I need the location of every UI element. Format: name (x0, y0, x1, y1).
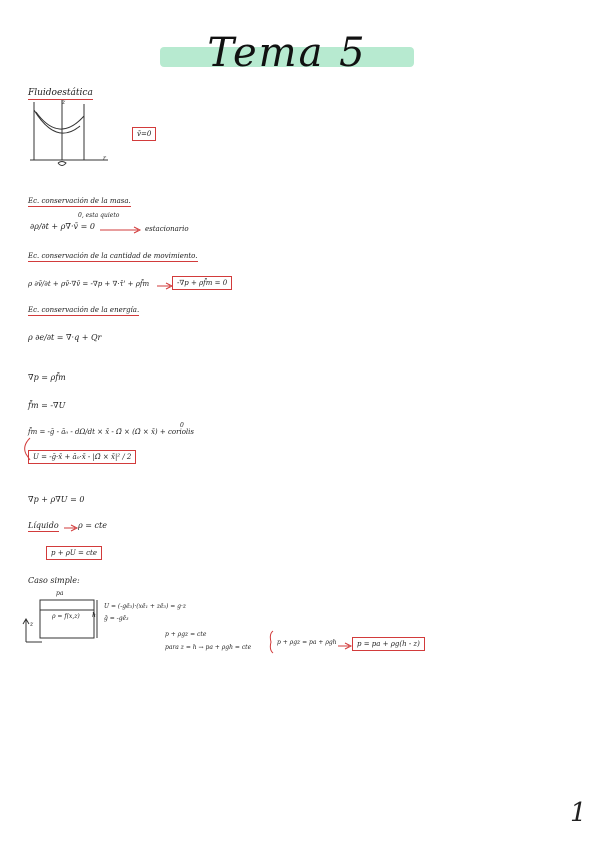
tank-height-label: h (92, 612, 96, 619)
energy-equation: ρ ∂e/∂t = ∇·q + Qr (28, 333, 102, 342)
simple-case-heading: Caso simple: (28, 576, 80, 585)
simple-final-box: p = pa + ρg(h - z) (352, 637, 425, 651)
brace-icon (268, 630, 274, 654)
section-heading-energy: Ec. conservación de la energía. (28, 306, 140, 314)
tank-axis-z: z (30, 621, 34, 628)
page-number: 1 (570, 798, 587, 828)
section-heading-fluidoestatica: Fluidoestática (28, 88, 93, 98)
arrow-icon (100, 226, 142, 234)
tank-inner-label: ρ = f(x,z) (52, 613, 80, 620)
bernoulli-static-box: p + ρU = cte (46, 546, 102, 560)
momentum-boxed-equation: -∇p + ρf̄m = 0 (172, 276, 232, 290)
section-heading-momentum: Ec. conservación de la cantidad de movimiento. (28, 252, 198, 260)
density-constant: ρ = cte (78, 521, 107, 530)
mass-note-stationary: estacionario (145, 225, 189, 233)
simple-pressure-eq: p + ρgz = cte (165, 631, 207, 638)
axis-z-label: z (62, 99, 66, 106)
velocity-zero-box: v̄=0 (132, 127, 156, 141)
tank-diagram (22, 594, 100, 652)
section-heading-mass: Ec. conservación de la masa. (28, 197, 131, 205)
arrow-icon (64, 524, 78, 532)
potential-U-box: U = -ḡ·x̄ + ā₀·x̄ - |Ω̄ × x̄|² / 2 (28, 450, 136, 464)
arrow-icon (338, 642, 352, 650)
liquid-label: Líquido (28, 521, 59, 530)
coriolis-zero: 0 (180, 422, 184, 429)
equilibrium-eq: ∇p + ρ∇U = 0 (28, 495, 85, 504)
simple-U-eq: U = (-gē₃)·(xē₁ + zē₃) = g·z (104, 603, 187, 610)
simple-boundary-eq: para z = h → pa + ρgh = cte (165, 644, 252, 651)
simple-combined-eq: p + ρgz = pa + ρgh (277, 639, 337, 646)
axis-r-label: r (103, 155, 106, 162)
pressure-gradient-eq: ∇p = ρf̄m (28, 373, 66, 382)
page-title: Tema 5 (207, 30, 367, 76)
mass-note-quiet: 0, esta quieto (78, 212, 120, 219)
mass-equation: ∂ρ/∂t + ρ∇·v̄ = 0 (30, 222, 95, 231)
momentum-equation: ρ ∂v̄/∂t + ρv̄·∇v̄ = -∇p + ∇·τ̄' + ρf̄m (28, 280, 150, 288)
tank-pa-label: pa (56, 590, 64, 597)
arrow-icon (157, 282, 173, 290)
simple-g-eq: ḡ = -gē₃ (104, 615, 129, 622)
mass-force-eq: f̄m = -ḡ - ā₀ - dΩ/dt × x̄ - Ω̄ × (Ω̄ × x̄) + coriolis (28, 428, 194, 436)
potential-eq: f̄m = -∇U (28, 401, 66, 410)
